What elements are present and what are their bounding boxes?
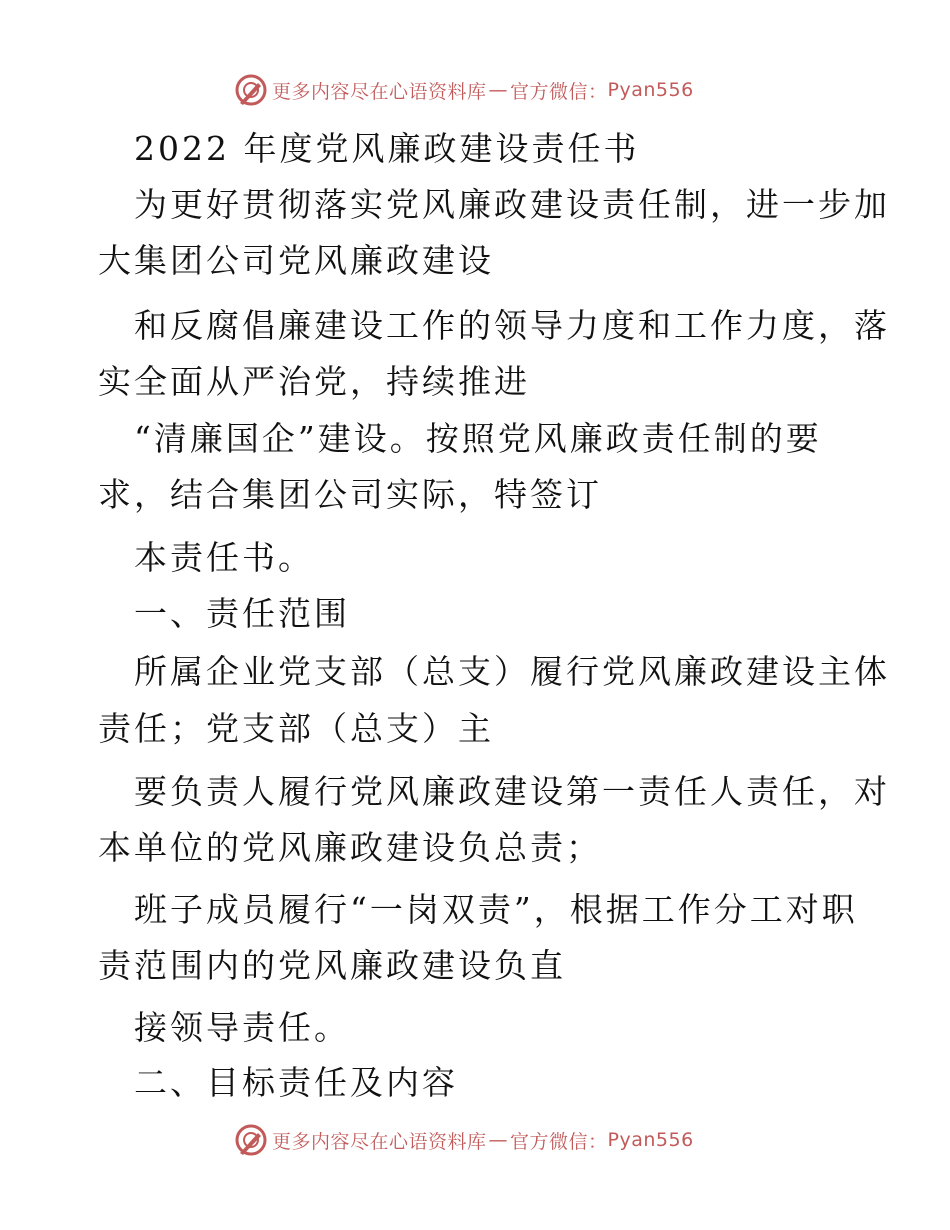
paragraph-line: “清廉国企”建设。按照党风廉政责任制的要 xyxy=(134,419,822,458)
section-heading: 二、目标责任及内容 xyxy=(134,1063,458,1102)
pen-logo-icon xyxy=(234,73,268,107)
watermark-label: 官方微信： xyxy=(510,1130,608,1153)
paragraph-line: 所属企业党支部（总支）履行党风廉政建设主体 xyxy=(134,652,890,691)
paragraph-line: 班子成员履行“一岗双责”，根据工作分工对职 xyxy=(134,890,858,929)
paragraph-line: 为更好贯彻落实党风廉政建设责任制，进一步加 xyxy=(134,185,890,224)
paragraph-line: 接领导责任。 xyxy=(134,1008,350,1047)
watermark-id: Pyan556 xyxy=(607,1129,694,1151)
paragraph-line: 本责任书。 xyxy=(134,538,314,577)
paragraph-line: 求，结合集团公司实际，特签订 xyxy=(98,475,602,514)
pen-logo-icon xyxy=(234,1123,268,1157)
document-title: 2022 年度党风廉政建设责任书 xyxy=(134,129,640,168)
paragraph-line: 责范围内的党风廉政建设负直 xyxy=(98,946,566,985)
watermark-text: 更多内容尽在心语资料库 xyxy=(272,1130,487,1153)
watermark-header xyxy=(234,72,754,108)
section-heading: 一、责任范围 xyxy=(134,594,350,633)
paragraph-line: 和反腐倡廉建设工作的领导力度和工作力度，落 xyxy=(134,306,890,345)
paragraph-line: 责任；党支部（总支）主 xyxy=(98,709,494,748)
watermark-footer xyxy=(234,1122,754,1158)
paragraph-line: 大集团公司党风廉政建设 xyxy=(98,241,494,280)
watermark-dash: — xyxy=(488,79,509,101)
watermark-text: 更多内容尽在心语资料库 xyxy=(272,80,487,103)
watermark-dash: — xyxy=(488,1129,509,1151)
paragraph-line: 要负责人履行党风廉政建设第一责任人责任，对 xyxy=(134,772,890,811)
watermark-label: 官方微信： xyxy=(510,80,608,103)
paragraph-line: 实全面从严治党，持续推进 xyxy=(98,362,530,401)
watermark-id: Pyan556 xyxy=(607,79,694,101)
paragraph-line: 本单位的党风廉政建设负总责； xyxy=(98,828,602,867)
